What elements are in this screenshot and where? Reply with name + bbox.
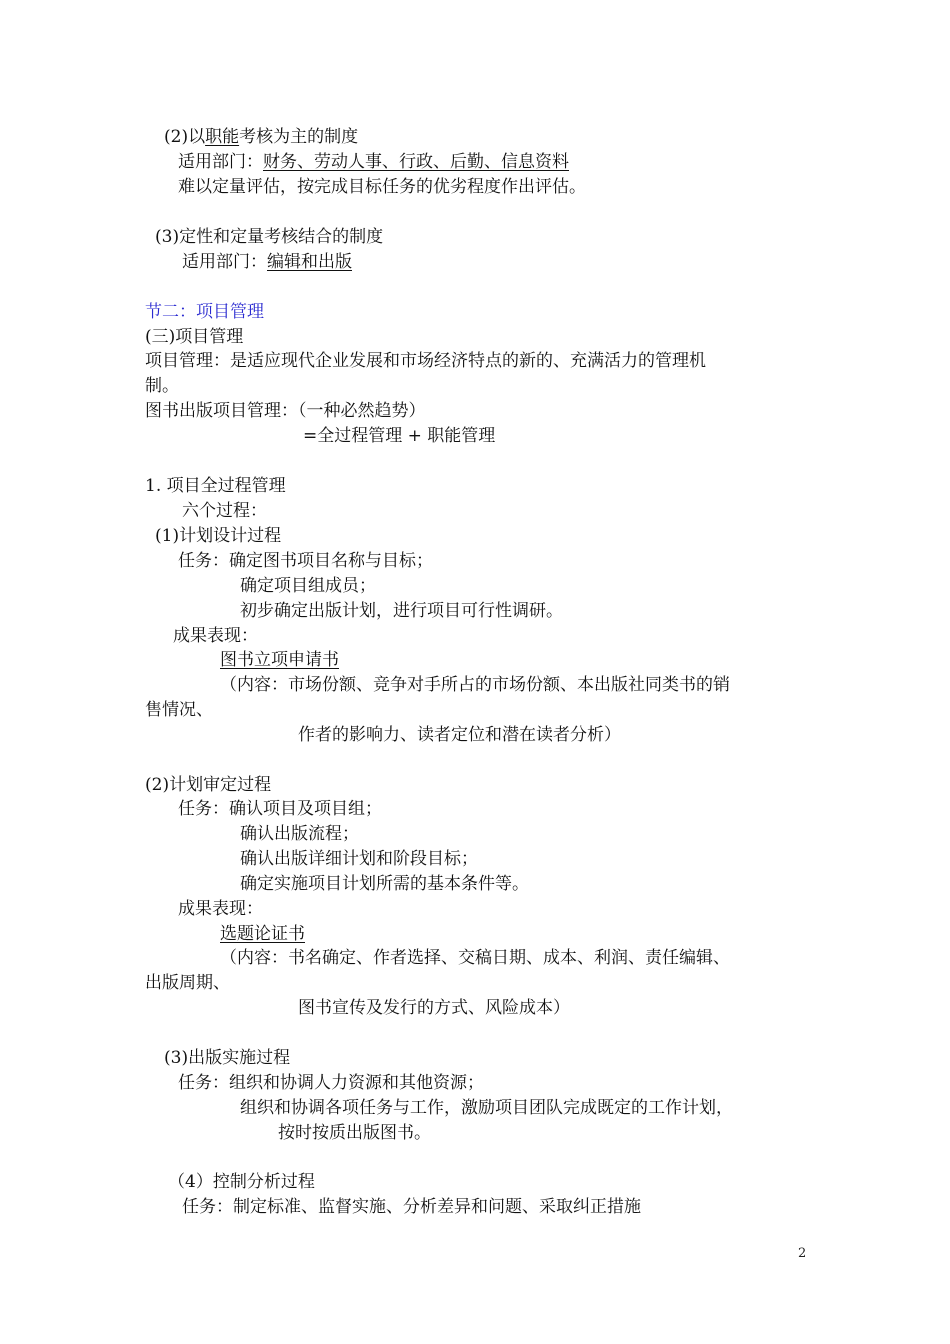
p1-heading: (1)计划设计过程 <box>155 526 282 546</box>
section-subtitle: (三)项目管理 <box>145 327 244 347</box>
definition-line-2: 制。 <box>145 376 179 396</box>
p3-task-2: 组织和协调各项任务与工作，激励项目团队完成既定的工作计划， <box>240 1098 733 1118</box>
p3-task-3: 按时按质出版图书。 <box>278 1123 431 1143</box>
p2-task-4: 确定实施项目计划所需的基本条件等。 <box>240 874 529 894</box>
definition-line-1: 项目管理：是适应现代企业发展和市场经济特点的新的、充满活力的管理机 <box>145 351 706 371</box>
p2-heading: (2)计划审定过程 <box>145 775 272 795</box>
p2-task-3: 确认出版详细计划和阶段目标； <box>240 849 478 869</box>
p2-content-1: （内容：书名确定、作者选择、交稿日期、成本、利润、责任编辑、 <box>220 948 730 968</box>
p2-task-2: 确认出版流程； <box>240 824 359 844</box>
p2-result-label: 成果表现： <box>178 899 263 919</box>
page-number: 2 <box>798 1246 807 1261</box>
s2-department-value: 财务、劳动人事、行政、后勤、信息资料 <box>263 152 569 172</box>
section-title: 节二：项目管理 <box>145 302 264 322</box>
p4-task-1: 任务：制定标准、监督实施、分析差异和问题、采取纠正措施 <box>182 1197 641 1217</box>
p2-task-1: 任务：确认项目及项目组； <box>178 799 382 819</box>
part1-title: 1. 项目全过程管理 <box>145 476 286 496</box>
p2-content-2: 出版周期、 <box>145 973 230 993</box>
book-management-line-1: 图书出版项目管理：（一种必然趋势） <box>145 401 426 421</box>
p2-result-document: 选题论证书 <box>220 924 305 944</box>
s2-heading: (2)以职能考核为主的制度 <box>164 127 359 147</box>
s3-department-value: 编辑和出版 <box>267 252 352 272</box>
p1-task-3: 初步确定出版计划，进行项目可行性调研。 <box>240 601 563 621</box>
p1-result-label: 成果表现： <box>173 626 258 646</box>
s3-heading: (3)定性和定量考核结合的制度 <box>155 227 384 247</box>
p1-task-2: 确定项目组成员； <box>240 576 376 596</box>
p2-content-3: 图书宣传及发行的方式、风险成本） <box>298 998 570 1018</box>
s3-department: 适用部门：编辑和出版 <box>182 252 352 272</box>
p3-task-1: 任务：组织和协调人力资源和其他资源； <box>178 1073 484 1093</box>
p1-content-3: 作者的影响力、读者定位和潜在读者分析） <box>298 725 621 745</box>
s2-department: 适用部门：财务、劳动人事、行政、后勤、信息资料 <box>178 152 569 172</box>
p3-heading: (3)出版实施过程 <box>164 1048 291 1068</box>
p1-task-1: 任务：确定图书项目名称与目标； <box>178 551 433 571</box>
p1-result-document: 图书立项申请书 <box>220 650 339 670</box>
book-management-line-2: =全过程管理 + 职能管理 <box>303 426 496 446</box>
p1-content-1: （内容：市场份额、竞争对手所占的市场份额、本出版社同类书的销 <box>220 675 730 695</box>
p4-heading: （4）控制分析过程 <box>168 1172 315 1192</box>
six-processes-label: 六个过程： <box>182 501 267 521</box>
s2-note: 难以定量评估，按完成目标任务的优劣程度作出评估。 <box>178 177 586 197</box>
s2-heading-underlined: 职能 <box>205 127 240 147</box>
p1-content-2: 售情况、 <box>145 700 213 720</box>
